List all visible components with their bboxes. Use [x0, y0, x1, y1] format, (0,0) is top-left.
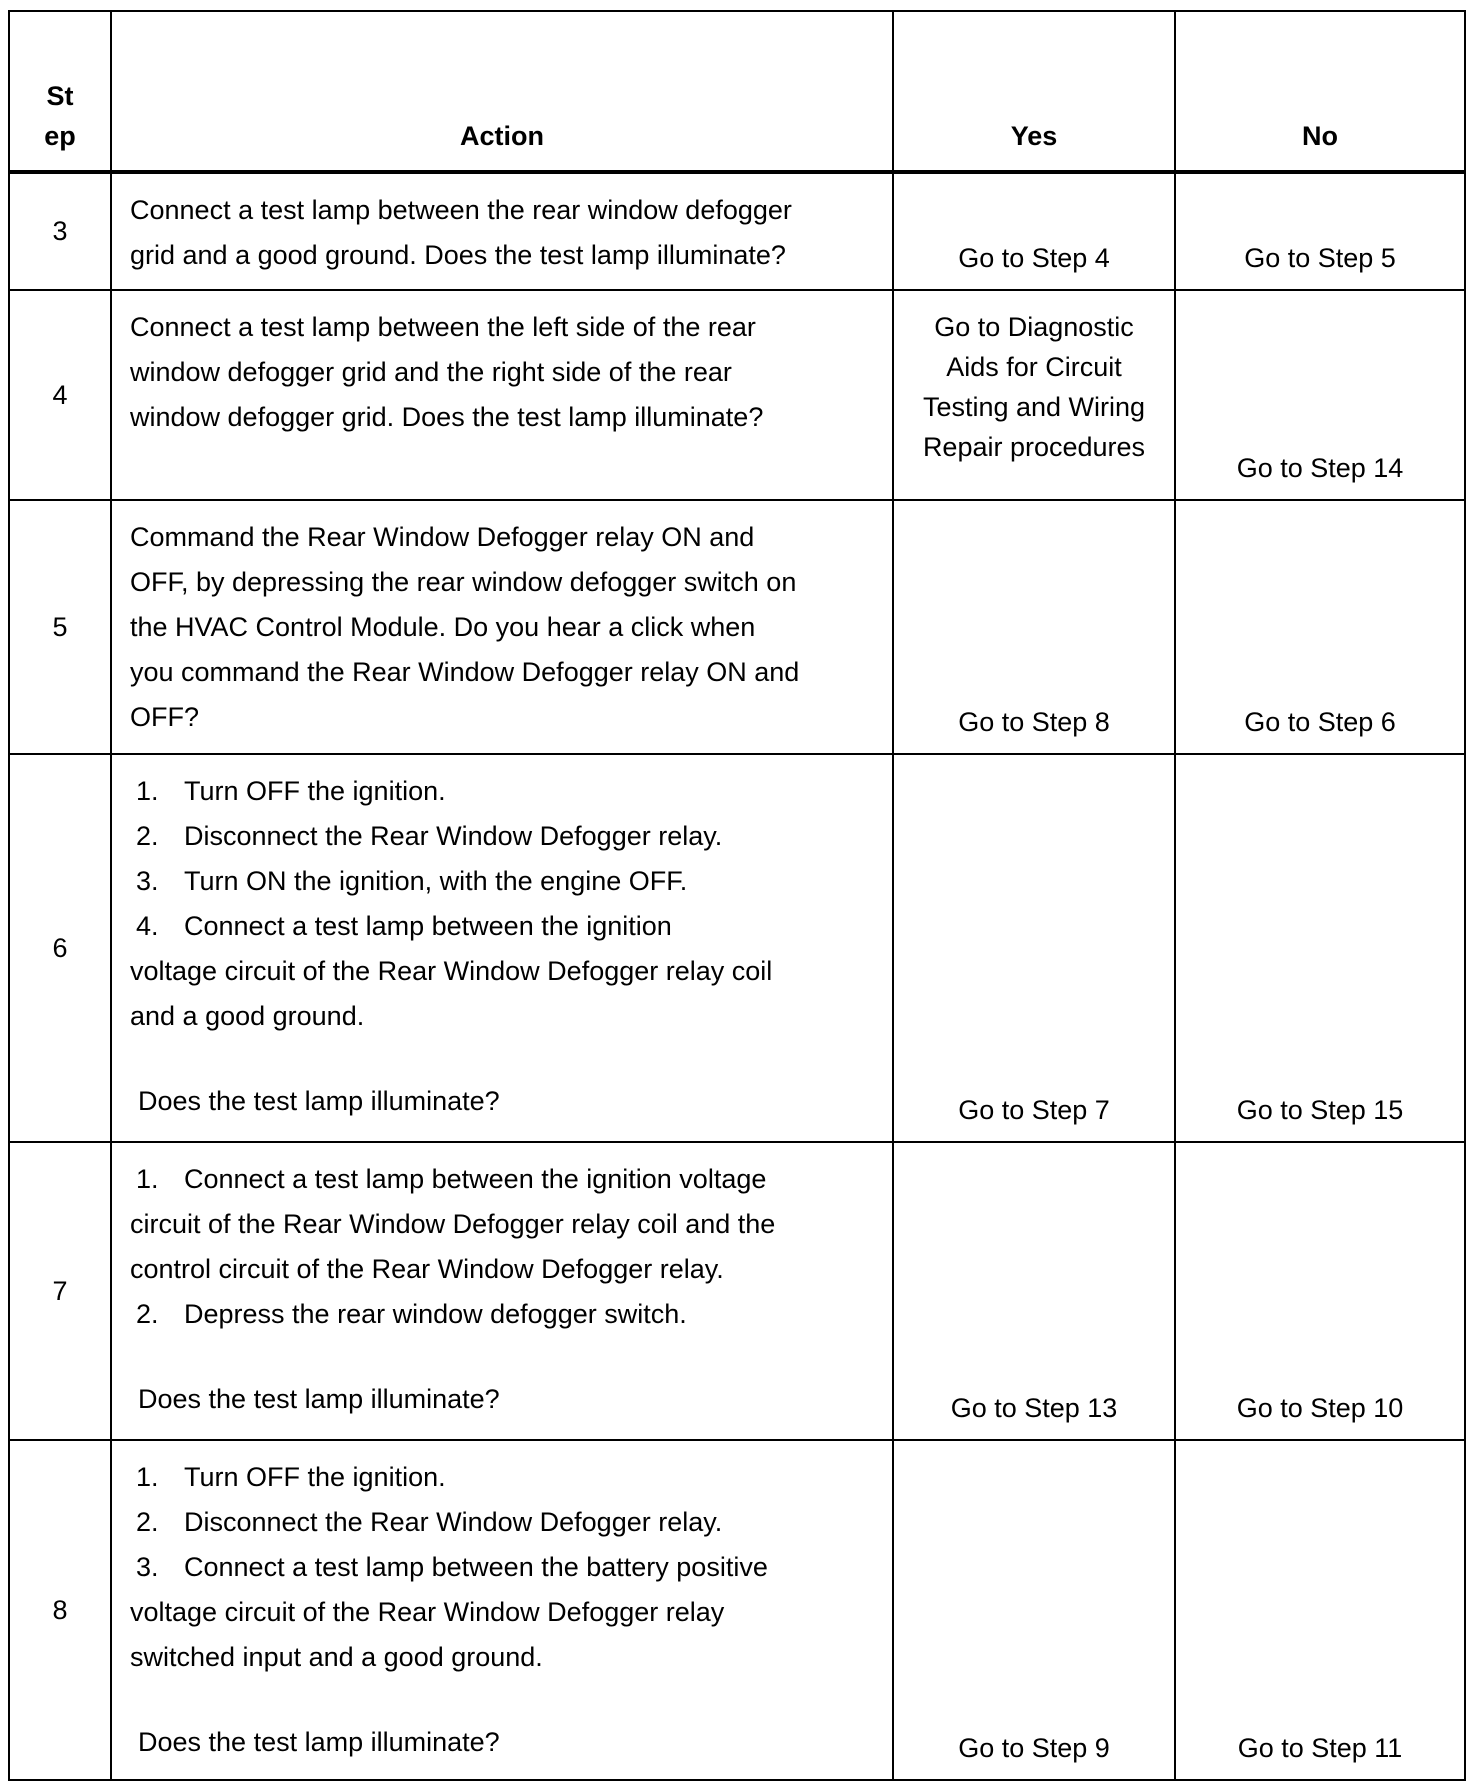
action-line: the HVAC Control Module. Do you hear a click when — [130, 612, 756, 642]
table-row — [9, 500, 1465, 754]
action-line: OFF, by depressing the rear window defogger switch on — [130, 567, 797, 597]
header-step-line1: St — [46, 81, 74, 111]
list-text: Turn OFF the ignition. — [184, 776, 446, 806]
list-text: Disconnect the Rear Window Defogger relay. — [184, 821, 723, 851]
list-number: 1. — [136, 1164, 159, 1194]
action-line: circuit of the Rear Window Defogger relay coil and the — [130, 1209, 776, 1239]
action-line: control circuit of the Rear Window Defogger relay. — [130, 1254, 724, 1284]
table-row — [9, 754, 1465, 1142]
step-number: 4 — [9, 290, 111, 500]
diagnostic-page — [8, 10, 1464, 1781]
action-text — [111, 1142, 893, 1440]
list-item — [130, 904, 868, 949]
header-step — [9, 11, 111, 172]
list-text: Turn OFF the ignition. — [184, 1462, 446, 1492]
question-text: Does the test lamp illuminate? — [138, 1384, 500, 1414]
header-no: No — [1175, 11, 1465, 172]
list-item — [130, 1545, 868, 1590]
list-text: Turn ON the ignition, with the engine OFF. — [184, 866, 688, 896]
no-result: Go to Step 11 — [1175, 1440, 1465, 1780]
yes-result: Go to Step 8 — [893, 500, 1175, 754]
yes-line: Aids for Circuit — [946, 352, 1122, 382]
no-result: Go to Step 14 — [1175, 290, 1465, 500]
list-text: Connect a test lamp between the ignition voltage — [184, 1164, 767, 1194]
yes-result: Go to Step 7 — [893, 754, 1175, 1142]
header-row — [9, 11, 1465, 172]
action-line: and a good ground. — [130, 1001, 365, 1031]
list-item — [130, 769, 868, 814]
list-text: Connect a test lamp between the battery positive — [184, 1552, 768, 1582]
action-text — [111, 290, 893, 500]
list-text: Connect a test lamp between the ignition — [184, 911, 672, 941]
list-text: Depress the rear window defogger switch. — [184, 1299, 687, 1329]
action-line: window defogger grid. Does the test lamp illuminate? — [130, 402, 764, 432]
no-result: Go to Step 15 — [1175, 754, 1465, 1142]
list-number: 2. — [136, 1507, 159, 1537]
list-number: 3. — [136, 1552, 159, 1582]
action-line: switched input and a good ground. — [130, 1642, 543, 1672]
list-text: Disconnect the Rear Window Defogger relay. — [184, 1507, 723, 1537]
action-line: Connect a test lamp between the left side of the rear — [130, 312, 756, 342]
action-text — [111, 1440, 893, 1780]
action-text — [111, 754, 893, 1142]
table-row — [9, 290, 1465, 500]
header-action: Action — [111, 11, 893, 172]
list-number: 3. — [136, 866, 159, 896]
action-line: you command the Rear Window Defogger relay ON and — [130, 657, 800, 687]
list-number: 2. — [136, 821, 159, 851]
step-number: 6 — [9, 754, 111, 1142]
yes-result — [893, 290, 1175, 500]
no-result: Go to Step 10 — [1175, 1142, 1465, 1440]
list-number: 4. — [136, 911, 159, 941]
table-row — [9, 1142, 1465, 1440]
list-item — [130, 859, 868, 904]
action-line: window defogger grid and the right side of the rear — [130, 357, 732, 387]
yes-line: Testing and Wiring — [922, 392, 1146, 422]
action-text — [111, 500, 893, 754]
table-row — [9, 1440, 1465, 1780]
no-result: Go to Step 5 — [1175, 172, 1465, 290]
table-row — [9, 172, 1465, 290]
list-item — [130, 1500, 868, 1545]
list-item — [130, 814, 868, 859]
list-item — [130, 1292, 868, 1337]
step-number: 5 — [9, 500, 111, 754]
action-line: OFF? — [130, 702, 200, 732]
action-line: voltage circuit of the Rear Window Defogger relay coil — [130, 956, 773, 986]
yes-result: Go to Step 13 — [893, 1142, 1175, 1440]
action-line: grid and a good ground. Does the test lamp illuminate? — [130, 240, 786, 270]
diagnostic-table — [8, 10, 1466, 1781]
question-text: Does the test lamp illuminate? — [138, 1727, 500, 1757]
yes-result: Go to Step 9 — [893, 1440, 1175, 1780]
header-step-line2: ep — [44, 121, 76, 151]
yes-line: Repair procedures — [922, 432, 1146, 462]
list-item — [130, 1157, 868, 1202]
list-item — [130, 1455, 868, 1500]
yes-line: Go to Diagnostic — [934, 312, 1134, 342]
yes-result: Go to Step 4 — [893, 172, 1175, 290]
action-line: voltage circuit of the Rear Window Defogger relay — [130, 1597, 725, 1627]
header-yes: Yes — [893, 11, 1175, 172]
action-text — [111, 172, 893, 290]
list-number: 2. — [136, 1299, 159, 1329]
question-text: Does the test lamp illuminate? — [138, 1086, 500, 1116]
step-number: 3 — [9, 172, 111, 290]
step-number: 7 — [9, 1142, 111, 1440]
action-line: Command the Rear Window Defogger relay ON and — [130, 522, 755, 552]
no-result: Go to Step 6 — [1175, 500, 1465, 754]
list-number: 1. — [136, 776, 159, 806]
step-number: 8 — [9, 1440, 111, 1780]
action-line: Connect a test lamp between the rear window defogger — [130, 195, 792, 225]
list-number: 1. — [136, 1462, 159, 1492]
